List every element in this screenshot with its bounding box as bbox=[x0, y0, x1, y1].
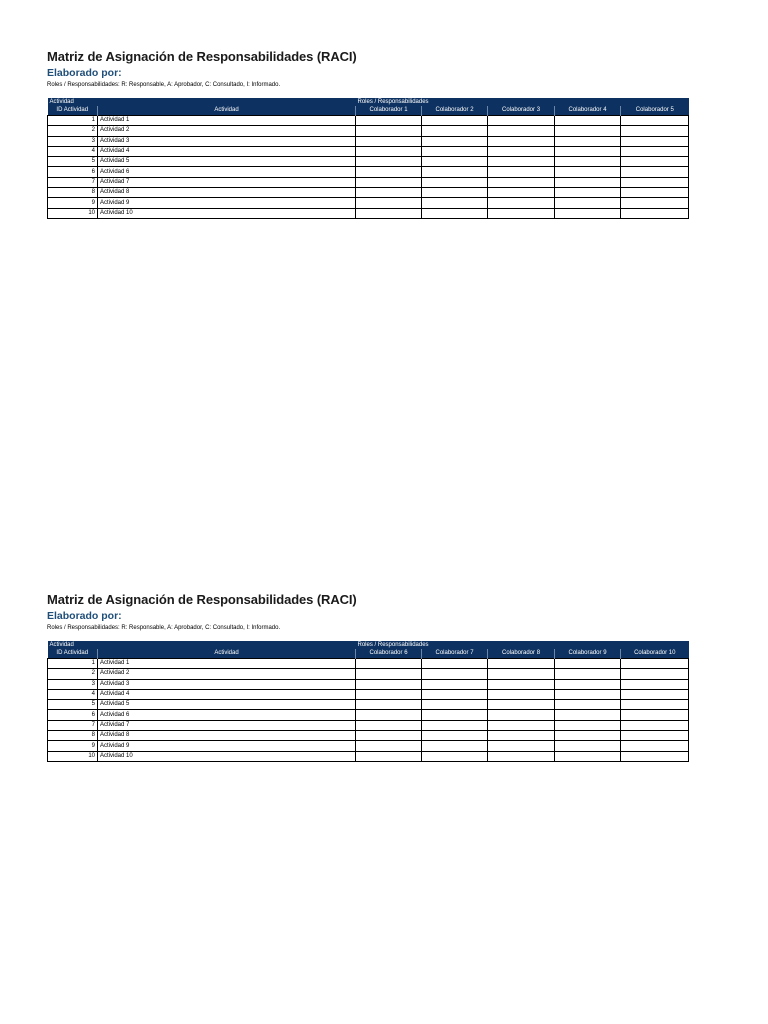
table-row bbox=[48, 157, 689, 167]
raci-cell[interactable] bbox=[621, 198, 689, 208]
group-header-activity: Actividad bbox=[48, 641, 356, 649]
raci-cell[interactable] bbox=[356, 751, 422, 761]
activity-id-cell: 5 bbox=[48, 700, 98, 710]
raci-cell[interactable] bbox=[356, 177, 422, 187]
raci-table-body bbox=[48, 641, 689, 761]
table-row bbox=[48, 136, 689, 146]
raci-cell[interactable] bbox=[488, 741, 555, 751]
raci-cell[interactable] bbox=[488, 146, 555, 156]
raci-cell[interactable] bbox=[356, 679, 422, 689]
table-row bbox=[48, 177, 689, 187]
activity-name-cell: Actividad 10 bbox=[98, 751, 356, 761]
activity-id-cell: 2 bbox=[48, 669, 98, 679]
raci-cell[interactable] bbox=[488, 700, 555, 710]
activity-name-cell: Actividad 2 bbox=[98, 126, 356, 136]
prepared-by-label: Elaborado por: bbox=[47, 610, 122, 622]
raci-cell[interactable] bbox=[422, 741, 488, 751]
column-header: Colaborador 3 bbox=[488, 106, 555, 116]
raci-cell[interactable] bbox=[621, 731, 689, 741]
activity-id-cell: 8 bbox=[48, 188, 98, 198]
raci-cell[interactable] bbox=[422, 167, 488, 177]
column-header: Colaborador 4 bbox=[555, 106, 621, 116]
raci-cell[interactable] bbox=[621, 700, 689, 710]
raci-cell[interactable] bbox=[621, 116, 689, 126]
activity-id-cell: 3 bbox=[48, 136, 98, 146]
table-row bbox=[48, 710, 689, 720]
raci-cell[interactable] bbox=[422, 689, 488, 699]
column-header: Colaborador 2 bbox=[422, 106, 488, 116]
page-title: Matriz de Asignación de Responsabilidades (RACI) bbox=[47, 49, 357, 64]
activity-name-cell: Actividad 8 bbox=[98, 731, 356, 741]
raci-cell[interactable] bbox=[356, 669, 422, 679]
activity-name-cell: Actividad 7 bbox=[98, 720, 356, 730]
activity-id-cell: 10 bbox=[48, 208, 98, 218]
raci-cell[interactable] bbox=[356, 198, 422, 208]
raci-cell[interactable] bbox=[422, 157, 488, 167]
raci-cell[interactable] bbox=[422, 188, 488, 198]
activity-name-cell: Actividad 10 bbox=[98, 208, 356, 218]
raci-cell[interactable] bbox=[356, 167, 422, 177]
raci-cell[interactable] bbox=[555, 116, 621, 126]
raci-cell[interactable] bbox=[422, 751, 488, 761]
group-header-row bbox=[48, 98, 689, 106]
activity-name-cell: Actividad 2 bbox=[98, 669, 356, 679]
raci-cell[interactable] bbox=[488, 710, 555, 720]
raci-cell[interactable] bbox=[356, 157, 422, 167]
activity-id-cell: 4 bbox=[48, 689, 98, 699]
raci-cell[interactable] bbox=[621, 710, 689, 720]
activity-name-cell: Actividad 9 bbox=[98, 198, 356, 208]
column-header: Actividad bbox=[98, 106, 356, 116]
raci-table bbox=[47, 641, 689, 762]
raci-cell[interactable] bbox=[555, 198, 621, 208]
raci-cell[interactable] bbox=[555, 126, 621, 136]
raci-cell[interactable] bbox=[356, 208, 422, 218]
activity-name-cell: Actividad 6 bbox=[98, 710, 356, 720]
raci-matrix-1 bbox=[47, 48, 688, 219]
raci-cell[interactable] bbox=[555, 731, 621, 741]
raci-cell[interactable] bbox=[621, 177, 689, 187]
activity-name-cell: Actividad 3 bbox=[98, 679, 356, 689]
table-row bbox=[48, 741, 689, 751]
raci-cell[interactable] bbox=[621, 146, 689, 156]
raci-cell[interactable] bbox=[621, 741, 689, 751]
raci-cell[interactable] bbox=[422, 146, 488, 156]
activity-id-cell: 10 bbox=[48, 751, 98, 761]
roles-legend: Roles / Responsabilidades: R: Responsable, A: Aprobador, C: Consultado, I: Informado. bbox=[47, 625, 281, 631]
activity-name-cell: Actividad 7 bbox=[98, 177, 356, 187]
activity-name-cell: Actividad 1 bbox=[98, 659, 356, 669]
activity-id-cell: 5 bbox=[48, 157, 98, 167]
group-header-row bbox=[48, 641, 689, 649]
raci-cell[interactable] bbox=[356, 710, 422, 720]
raci-cell[interactable] bbox=[488, 689, 555, 699]
table-row bbox=[48, 700, 689, 710]
raci-cell[interactable] bbox=[621, 157, 689, 167]
table-row bbox=[48, 167, 689, 177]
raci-cell[interactable] bbox=[488, 157, 555, 167]
raci-cell[interactable] bbox=[422, 710, 488, 720]
column-header: Colaborador 10 bbox=[621, 649, 689, 659]
raci-cell[interactable] bbox=[621, 689, 689, 699]
raci-cell[interactable] bbox=[621, 126, 689, 136]
table-row bbox=[48, 679, 689, 689]
raci-cell[interactable] bbox=[555, 157, 621, 167]
raci-cell[interactable] bbox=[621, 208, 689, 218]
raci-cell[interactable] bbox=[555, 720, 621, 730]
raci-cell[interactable] bbox=[422, 720, 488, 730]
raci-cell[interactable] bbox=[356, 741, 422, 751]
group-header-roles: Roles / Responsabilidades bbox=[356, 641, 689, 649]
raci-cell[interactable] bbox=[422, 700, 488, 710]
raci-cell[interactable] bbox=[488, 679, 555, 689]
column-header: Colaborador 8 bbox=[488, 649, 555, 659]
raci-cell[interactable] bbox=[488, 720, 555, 730]
activity-id-cell: 1 bbox=[48, 659, 98, 669]
raci-cell[interactable] bbox=[488, 126, 555, 136]
raci-cell[interactable] bbox=[356, 720, 422, 730]
raci-cell[interactable] bbox=[488, 167, 555, 177]
activity-id-cell: 2 bbox=[48, 126, 98, 136]
raci-cell[interactable] bbox=[555, 208, 621, 218]
column-header: Actividad bbox=[98, 649, 356, 659]
table-row bbox=[48, 188, 689, 198]
activity-id-cell: 4 bbox=[48, 146, 98, 156]
raci-cell[interactable] bbox=[555, 700, 621, 710]
activity-id-cell: 9 bbox=[48, 198, 98, 208]
raci-cell[interactable] bbox=[422, 136, 488, 146]
raci-cell[interactable] bbox=[356, 689, 422, 699]
activity-name-cell: Actividad 3 bbox=[98, 136, 356, 146]
raci-cell[interactable] bbox=[621, 136, 689, 146]
activity-name-cell: Actividad 9 bbox=[98, 741, 356, 751]
activity-name-cell: Actividad 5 bbox=[98, 157, 356, 167]
raci-table-body bbox=[48, 98, 689, 218]
raci-cell[interactable] bbox=[621, 751, 689, 761]
column-header: ID Actividad bbox=[48, 649, 98, 659]
column-header: Colaborador 1 bbox=[356, 106, 422, 116]
table-row bbox=[48, 126, 689, 136]
raci-cell[interactable] bbox=[488, 731, 555, 741]
column-header: ID Actividad bbox=[48, 106, 98, 116]
raci-cell[interactable] bbox=[555, 751, 621, 761]
table-row bbox=[48, 146, 689, 156]
raci-cell[interactable] bbox=[488, 751, 555, 761]
raci-cell[interactable] bbox=[422, 659, 488, 669]
raci-cell[interactable] bbox=[555, 188, 621, 198]
raci-cell[interactable] bbox=[488, 659, 555, 669]
raci-cell[interactable] bbox=[356, 146, 422, 156]
raci-table bbox=[47, 98, 689, 219]
column-header: Colaborador 5 bbox=[621, 106, 689, 116]
activity-id-cell: 6 bbox=[48, 710, 98, 720]
raci-cell[interactable] bbox=[621, 188, 689, 198]
column-header: Colaborador 6 bbox=[356, 649, 422, 659]
raci-cell[interactable] bbox=[555, 669, 621, 679]
raci-cell[interactable] bbox=[488, 208, 555, 218]
activity-id-cell: 1 bbox=[48, 116, 98, 126]
raci-cell[interactable] bbox=[621, 720, 689, 730]
raci-cell[interactable] bbox=[422, 116, 488, 126]
raci-cell[interactable] bbox=[356, 731, 422, 741]
raci-cell[interactable] bbox=[555, 659, 621, 669]
activity-name-cell: Actividad 5 bbox=[98, 700, 356, 710]
raci-cell[interactable] bbox=[422, 177, 488, 187]
column-header: Colaborador 7 bbox=[422, 649, 488, 659]
activity-name-cell: Actividad 1 bbox=[98, 116, 356, 126]
raci-cell[interactable] bbox=[621, 669, 689, 679]
activity-name-cell: Actividad 4 bbox=[98, 146, 356, 156]
group-header-activity: Actividad bbox=[48, 98, 356, 106]
column-header-row bbox=[48, 106, 689, 116]
table-row bbox=[48, 659, 689, 669]
activity-name-cell: Actividad 4 bbox=[98, 689, 356, 699]
activity-name-cell: Actividad 6 bbox=[98, 167, 356, 177]
activity-id-cell: 7 bbox=[48, 720, 98, 730]
activity-id-cell: 6 bbox=[48, 167, 98, 177]
prepared-by-label: Elaborado por: bbox=[47, 67, 122, 79]
raci-cell[interactable] bbox=[555, 689, 621, 699]
raci-cell[interactable] bbox=[356, 188, 422, 198]
raci-cell[interactable] bbox=[555, 679, 621, 689]
table-row bbox=[48, 689, 689, 699]
raci-cell[interactable] bbox=[488, 669, 555, 679]
raci-cell[interactable] bbox=[356, 116, 422, 126]
table-row bbox=[48, 116, 689, 126]
column-header: Colaborador 9 bbox=[555, 649, 621, 659]
raci-cell[interactable] bbox=[488, 198, 555, 208]
raci-cell[interactable] bbox=[422, 731, 488, 741]
raci-cell[interactable] bbox=[488, 177, 555, 187]
raci-cell[interactable] bbox=[422, 669, 488, 679]
table-row bbox=[48, 720, 689, 730]
raci-cell[interactable] bbox=[488, 188, 555, 198]
table-row bbox=[48, 208, 689, 218]
activity-id-cell: 9 bbox=[48, 741, 98, 751]
raci-cell[interactable] bbox=[621, 659, 689, 669]
raci-cell[interactable] bbox=[422, 679, 488, 689]
activity-name-cell: Actividad 8 bbox=[98, 188, 356, 198]
raci-cell[interactable] bbox=[555, 136, 621, 146]
table-row bbox=[48, 731, 689, 741]
table-row bbox=[48, 669, 689, 679]
raci-cell[interactable] bbox=[555, 146, 621, 156]
raci-cell[interactable] bbox=[621, 679, 689, 689]
raci-cell[interactable] bbox=[488, 116, 555, 126]
activity-id-cell: 8 bbox=[48, 731, 98, 741]
table-row bbox=[48, 198, 689, 208]
table-row bbox=[48, 751, 689, 761]
roles-legend: Roles / Responsabilidades: R: Responsable, A: Aprobador, C: Consultado, I: Informado. bbox=[47, 82, 281, 88]
raci-cell[interactable] bbox=[356, 126, 422, 136]
raci-cell[interactable] bbox=[356, 659, 422, 669]
raci-cell[interactable] bbox=[422, 198, 488, 208]
raci-cell[interactable] bbox=[422, 208, 488, 218]
activity-id-cell: 7 bbox=[48, 177, 98, 187]
raci-cell[interactable] bbox=[356, 136, 422, 146]
raci-cell[interactable] bbox=[621, 167, 689, 177]
page-title: Matriz de Asignación de Responsabilidades (RACI) bbox=[47, 592, 357, 607]
raci-cell[interactable] bbox=[555, 167, 621, 177]
column-header-row bbox=[48, 649, 689, 659]
raci-cell[interactable] bbox=[356, 700, 422, 710]
raci-cell[interactable] bbox=[422, 126, 488, 136]
group-header-roles: Roles / Responsabilidades bbox=[356, 98, 689, 106]
raci-cell[interactable] bbox=[488, 136, 555, 146]
activity-id-cell: 3 bbox=[48, 679, 98, 689]
raci-cell[interactable] bbox=[555, 741, 621, 751]
raci-cell[interactable] bbox=[555, 177, 621, 187]
raci-matrix-2 bbox=[47, 591, 688, 762]
raci-cell[interactable] bbox=[555, 710, 621, 720]
